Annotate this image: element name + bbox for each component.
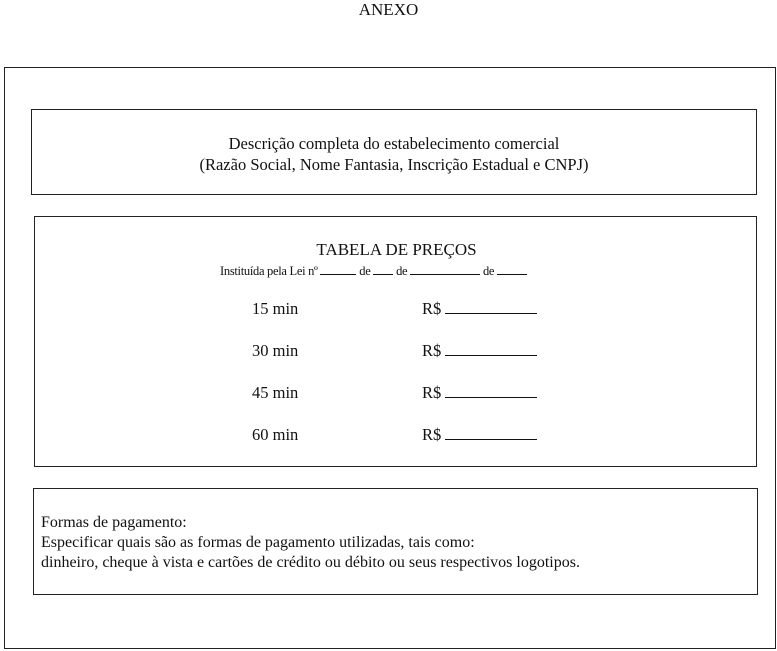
law-day-blank xyxy=(373,260,393,275)
currency-symbol: R$ xyxy=(422,299,442,318)
price-field xyxy=(422,425,537,445)
law-de: de xyxy=(482,264,495,278)
price-blank xyxy=(445,299,537,314)
duration-label: 45 min xyxy=(252,383,299,402)
law-month-blank xyxy=(410,260,480,275)
duration-label: 15 min xyxy=(252,299,299,318)
duration-label: 60 min xyxy=(252,425,299,444)
law-year-blank xyxy=(497,260,527,275)
currency-symbol: R$ xyxy=(422,425,442,444)
law-reference xyxy=(220,260,527,279)
establishment-line2: (Razão Social, Nome Fantasia, Inscrição Estadual e CNPJ) xyxy=(199,155,589,174)
price-field xyxy=(422,299,537,319)
law-prefix: Instituída pela Lei nº xyxy=(220,264,318,278)
law-de: de xyxy=(359,264,371,278)
price-blank xyxy=(445,425,537,440)
price-field xyxy=(422,341,537,361)
duration-label: 30 min xyxy=(252,341,299,360)
price-table-box xyxy=(34,216,757,467)
page-title: ANEXO xyxy=(358,0,419,19)
law-de: de xyxy=(396,264,408,278)
price-field xyxy=(422,383,537,403)
currency-symbol: R$ xyxy=(422,383,442,402)
establishment-line1: Descrição completa do estabelecimento comercial xyxy=(228,134,560,153)
establishment-box xyxy=(31,109,757,195)
price-blank xyxy=(445,383,537,398)
law-number-blank xyxy=(320,260,356,275)
payment-heading: Formas de pagamento: xyxy=(41,514,187,531)
currency-symbol: R$ xyxy=(422,341,442,360)
price-table-heading: TABELA DE PREÇOS xyxy=(316,240,477,259)
payment-examples: dinheiro, cheque à vista e cartões de crédito ou débito ou seus respectivos logotipos. xyxy=(41,554,580,571)
payment-box xyxy=(33,488,758,595)
price-blank xyxy=(445,341,537,356)
payment-instruction: Especificar quais são as formas de pagamento utilizadas, tais como: xyxy=(41,534,475,551)
